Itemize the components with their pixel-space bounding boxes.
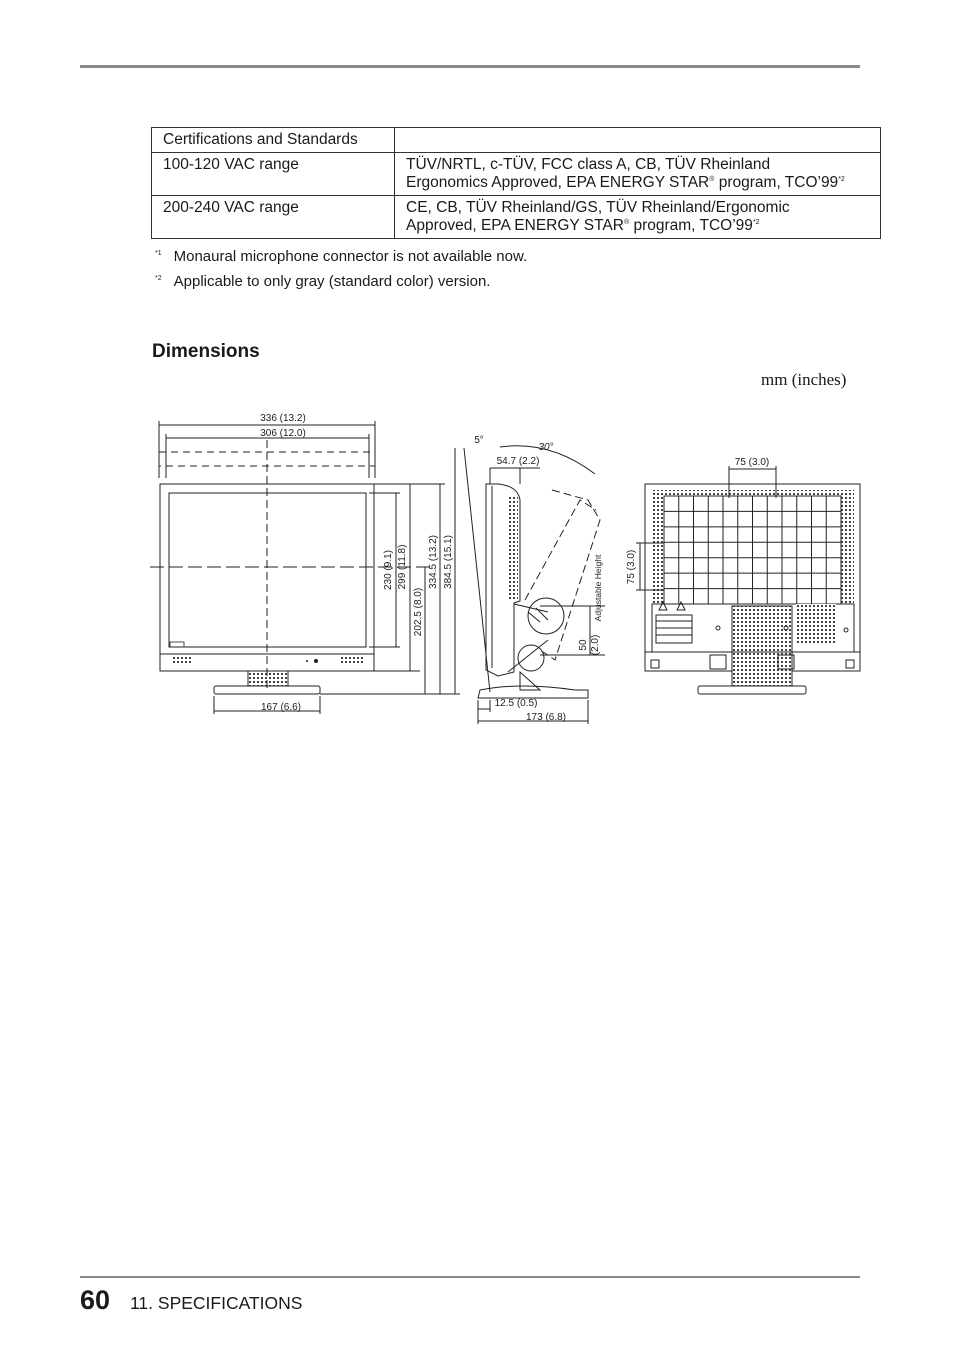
label-max-height: 384.5 (15.1) bbox=[443, 535, 454, 589]
label-depth: 54.7 (2.2) bbox=[496, 456, 540, 467]
bottom-rule bbox=[80, 1276, 860, 1278]
label-tilt-forward: 5° bbox=[474, 435, 484, 446]
row-label: Certifications and Standards bbox=[152, 128, 395, 153]
label-base-depth: 173 (6.8) bbox=[525, 712, 567, 723]
label-adjustable-height: Adjustable Height bbox=[593, 554, 603, 622]
label-min-height: 334.5 (13.2) bbox=[428, 535, 439, 589]
label-adjust-50: 50 bbox=[578, 639, 589, 651]
label-stand-width: 167 (6.6) bbox=[260, 702, 302, 713]
label-panel-height: 299 (11.8) bbox=[397, 544, 408, 590]
label-vesa-width: 75 (3.0) bbox=[734, 457, 770, 468]
label-adjust-2: (2.0) bbox=[590, 634, 601, 656]
units-label: mm (inches) bbox=[761, 370, 847, 389]
footnote-2: $^{*2}$ Applicable to only gray (standard color) version. bbox=[155, 273, 491, 290]
label-tilt-back: 30° bbox=[538, 442, 554, 453]
footnote-1: $^{*1}$ Monaural microphone connector is not available now. bbox=[155, 248, 528, 265]
row-label: 100-120 VAC range bbox=[152, 153, 395, 196]
page-number: 60 bbox=[80, 1285, 111, 1315]
row-label: 200-240 VAC range bbox=[152, 196, 395, 239]
section-title: 11. SPECIFICATIONS bbox=[130, 1293, 303, 1313]
label-screen-width: 306 (12.0) bbox=[260, 428, 306, 439]
front-view bbox=[150, 421, 460, 714]
label-vesa-height: 75 (3.0) bbox=[626, 549, 637, 585]
dimensions-heading: Dimensions bbox=[152, 341, 260, 362]
label-overall-width: 336 (13.2) bbox=[260, 413, 306, 424]
rear-view bbox=[636, 466, 860, 694]
row-value: TÜV/NRTL, c-TÜV, FCC class A, CB, TÜV Rheinland Ergonomics Approved, EPA ENERGY STAR® program, TCO’99$^{*2}$ bbox=[395, 153, 881, 196]
side-view bbox=[464, 446, 605, 724]
label-screen-height: 230 (9.1) bbox=[383, 549, 394, 591]
row-value: CE, CB, TÜV Rheinland/GS, TÜV Rheinland/Ergonomic Approved, EPA ENERGY STAR® program, TCO’99$^{*2}$ bbox=[395, 196, 881, 239]
label-offset: 12.5 (0.5) bbox=[494, 698, 538, 709]
label-center-height: 202.5 (8.0) bbox=[413, 587, 424, 637]
